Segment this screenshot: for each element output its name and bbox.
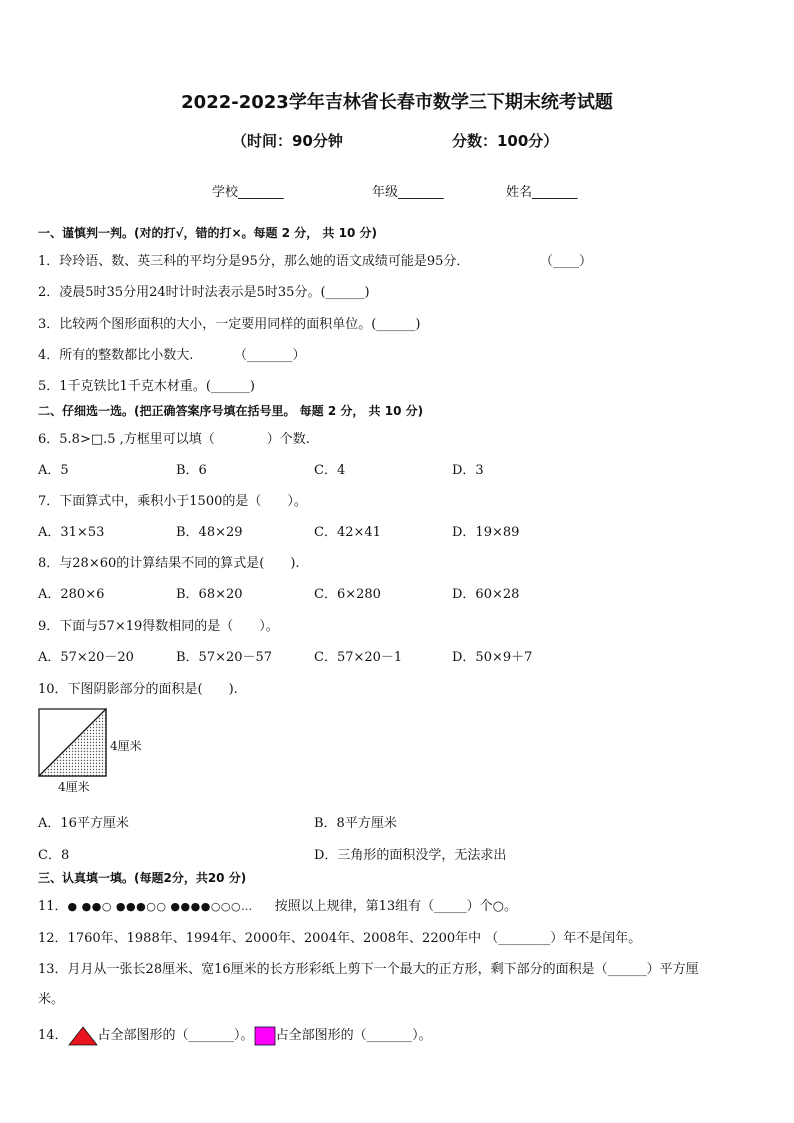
q14-part1: 占全部图形的（_______）。 [97, 1028, 254, 1043]
q6-option-a: A．5 [38, 463, 69, 478]
question-14 [38, 1024, 432, 1046]
shaded-square-diagram [38, 708, 108, 778]
page-title: 2022-2023学年吉林省长春市数学三下期末统考试题 [181, 92, 613, 113]
section3-heading: 三、认真填一填。(每题2分，共20 分) [38, 871, 247, 885]
q10-option-d: D．三角形的面积没学，无法求出 [314, 848, 507, 863]
question-2: 2．凌晨5时35分用24时计时法表示是5时35分。(______) [38, 285, 370, 300]
question-5: 5．1千克铁比1千克木材重。(______) [38, 379, 255, 394]
question-11 [38, 895, 517, 914]
school-field[interactable]: 学校_______ [212, 185, 284, 200]
q6-option-c: C．4 [314, 463, 346, 478]
q6-option-b: B．6 [176, 463, 207, 478]
section2-heading: 二、仔细选一选。(把正确答案序号填在括号里。 每题 2 分， 共 10 分) [38, 404, 424, 418]
q10-option-c: C．8 [38, 848, 70, 863]
question-1: 1．玲玲语、数、英三科的平均分是95分，那么她的语文成绩可能是95分． [38, 254, 470, 269]
q8-option-d: D．60×28 [452, 587, 520, 602]
exam-score: 分数：100分） [452, 132, 559, 150]
q10-label-bottom: 4厘米 [58, 780, 90, 794]
q7-option-a: A．31×53 [38, 525, 105, 540]
question-10: 10．下图阴影部分的面积是( ). [38, 682, 238, 697]
red-triangle-icon [68, 1026, 98, 1046]
q8-option-b: B．68×20 [176, 587, 243, 602]
q8-option-c: C．6×280 [314, 587, 381, 602]
q11-dot-pattern: ● ●●○ ●●●○○ ●●●●○○○… [67, 900, 253, 913]
question-4: 4．所有的整数都比小数大. [38, 348, 194, 363]
question-9: 9．下面与57×19得数相同的是（ ）。 [38, 619, 279, 634]
q10-figure [38, 708, 108, 778]
q7-option-b: B．48×29 [176, 525, 243, 540]
q9-option-a: A．57×20－20 [38, 650, 134, 665]
name-field[interactable]: 姓名_______ [506, 185, 578, 200]
q10-option-a: A．16平方厘米 [38, 816, 129, 831]
q8-option-a: A．280×6 [38, 587, 105, 602]
q7-option-c: C．42×41 [314, 525, 381, 540]
question-13-line1: 13．月月从一张长28厘米、宽16厘米的长方形彩纸上剪下一个最大的正方形，剩下部分的面积是（______）平方厘 [38, 962, 699, 977]
q11-number: 11． [38, 899, 68, 914]
q11-text: 按照以上规律，第13组有（_____）个○。 [274, 899, 517, 914]
exam-time: （时间：90分钟 [232, 132, 343, 150]
q7-option-d: D．19×89 [452, 525, 520, 540]
question-8: 8．与28×60的计算结果不同的算式是( ). [38, 556, 300, 571]
section1-heading: 一、谨慎判一判。(对的打√，错的打×。每题 2 分， 共 10 分) [38, 226, 377, 240]
q9-option-d: D．50×9＋7 [452, 650, 533, 665]
q14-number: 14． [38, 1028, 68, 1043]
q9-option-b: B．57×20－57 [176, 650, 273, 665]
question-12: 12．1760年、1988年、1994年、2000年、2004年、2008年、2200年中 （________）年不是闰年。 [38, 931, 642, 946]
q14-part2: 占全部图形的（_______）。 [275, 1028, 432, 1043]
q6-option-d: D．3 [452, 463, 484, 478]
question-1-blank[interactable]: （____） [540, 254, 593, 269]
grade-field[interactable]: 年级_______ [372, 185, 444, 200]
question-3: 3．比较两个图形面积的大小，一定要用同样的面积单位。(______) [38, 317, 421, 332]
q10-option-b: B．8平方厘米 [314, 816, 397, 831]
question-7: 7．下面算式中，乘积小于1500的是（ ）。 [38, 494, 307, 509]
question-6: 6．5.8>□.5 ,方框里可以填（ ）个数. [38, 432, 310, 447]
question-13-line2: 米。 [38, 992, 65, 1007]
q9-option-c: C．57×20－1 [314, 650, 403, 665]
question-4-blank[interactable]: （_______） [234, 348, 306, 363]
magenta-square-icon [254, 1026, 276, 1046]
q10-label-right: 4厘米 [110, 739, 142, 753]
